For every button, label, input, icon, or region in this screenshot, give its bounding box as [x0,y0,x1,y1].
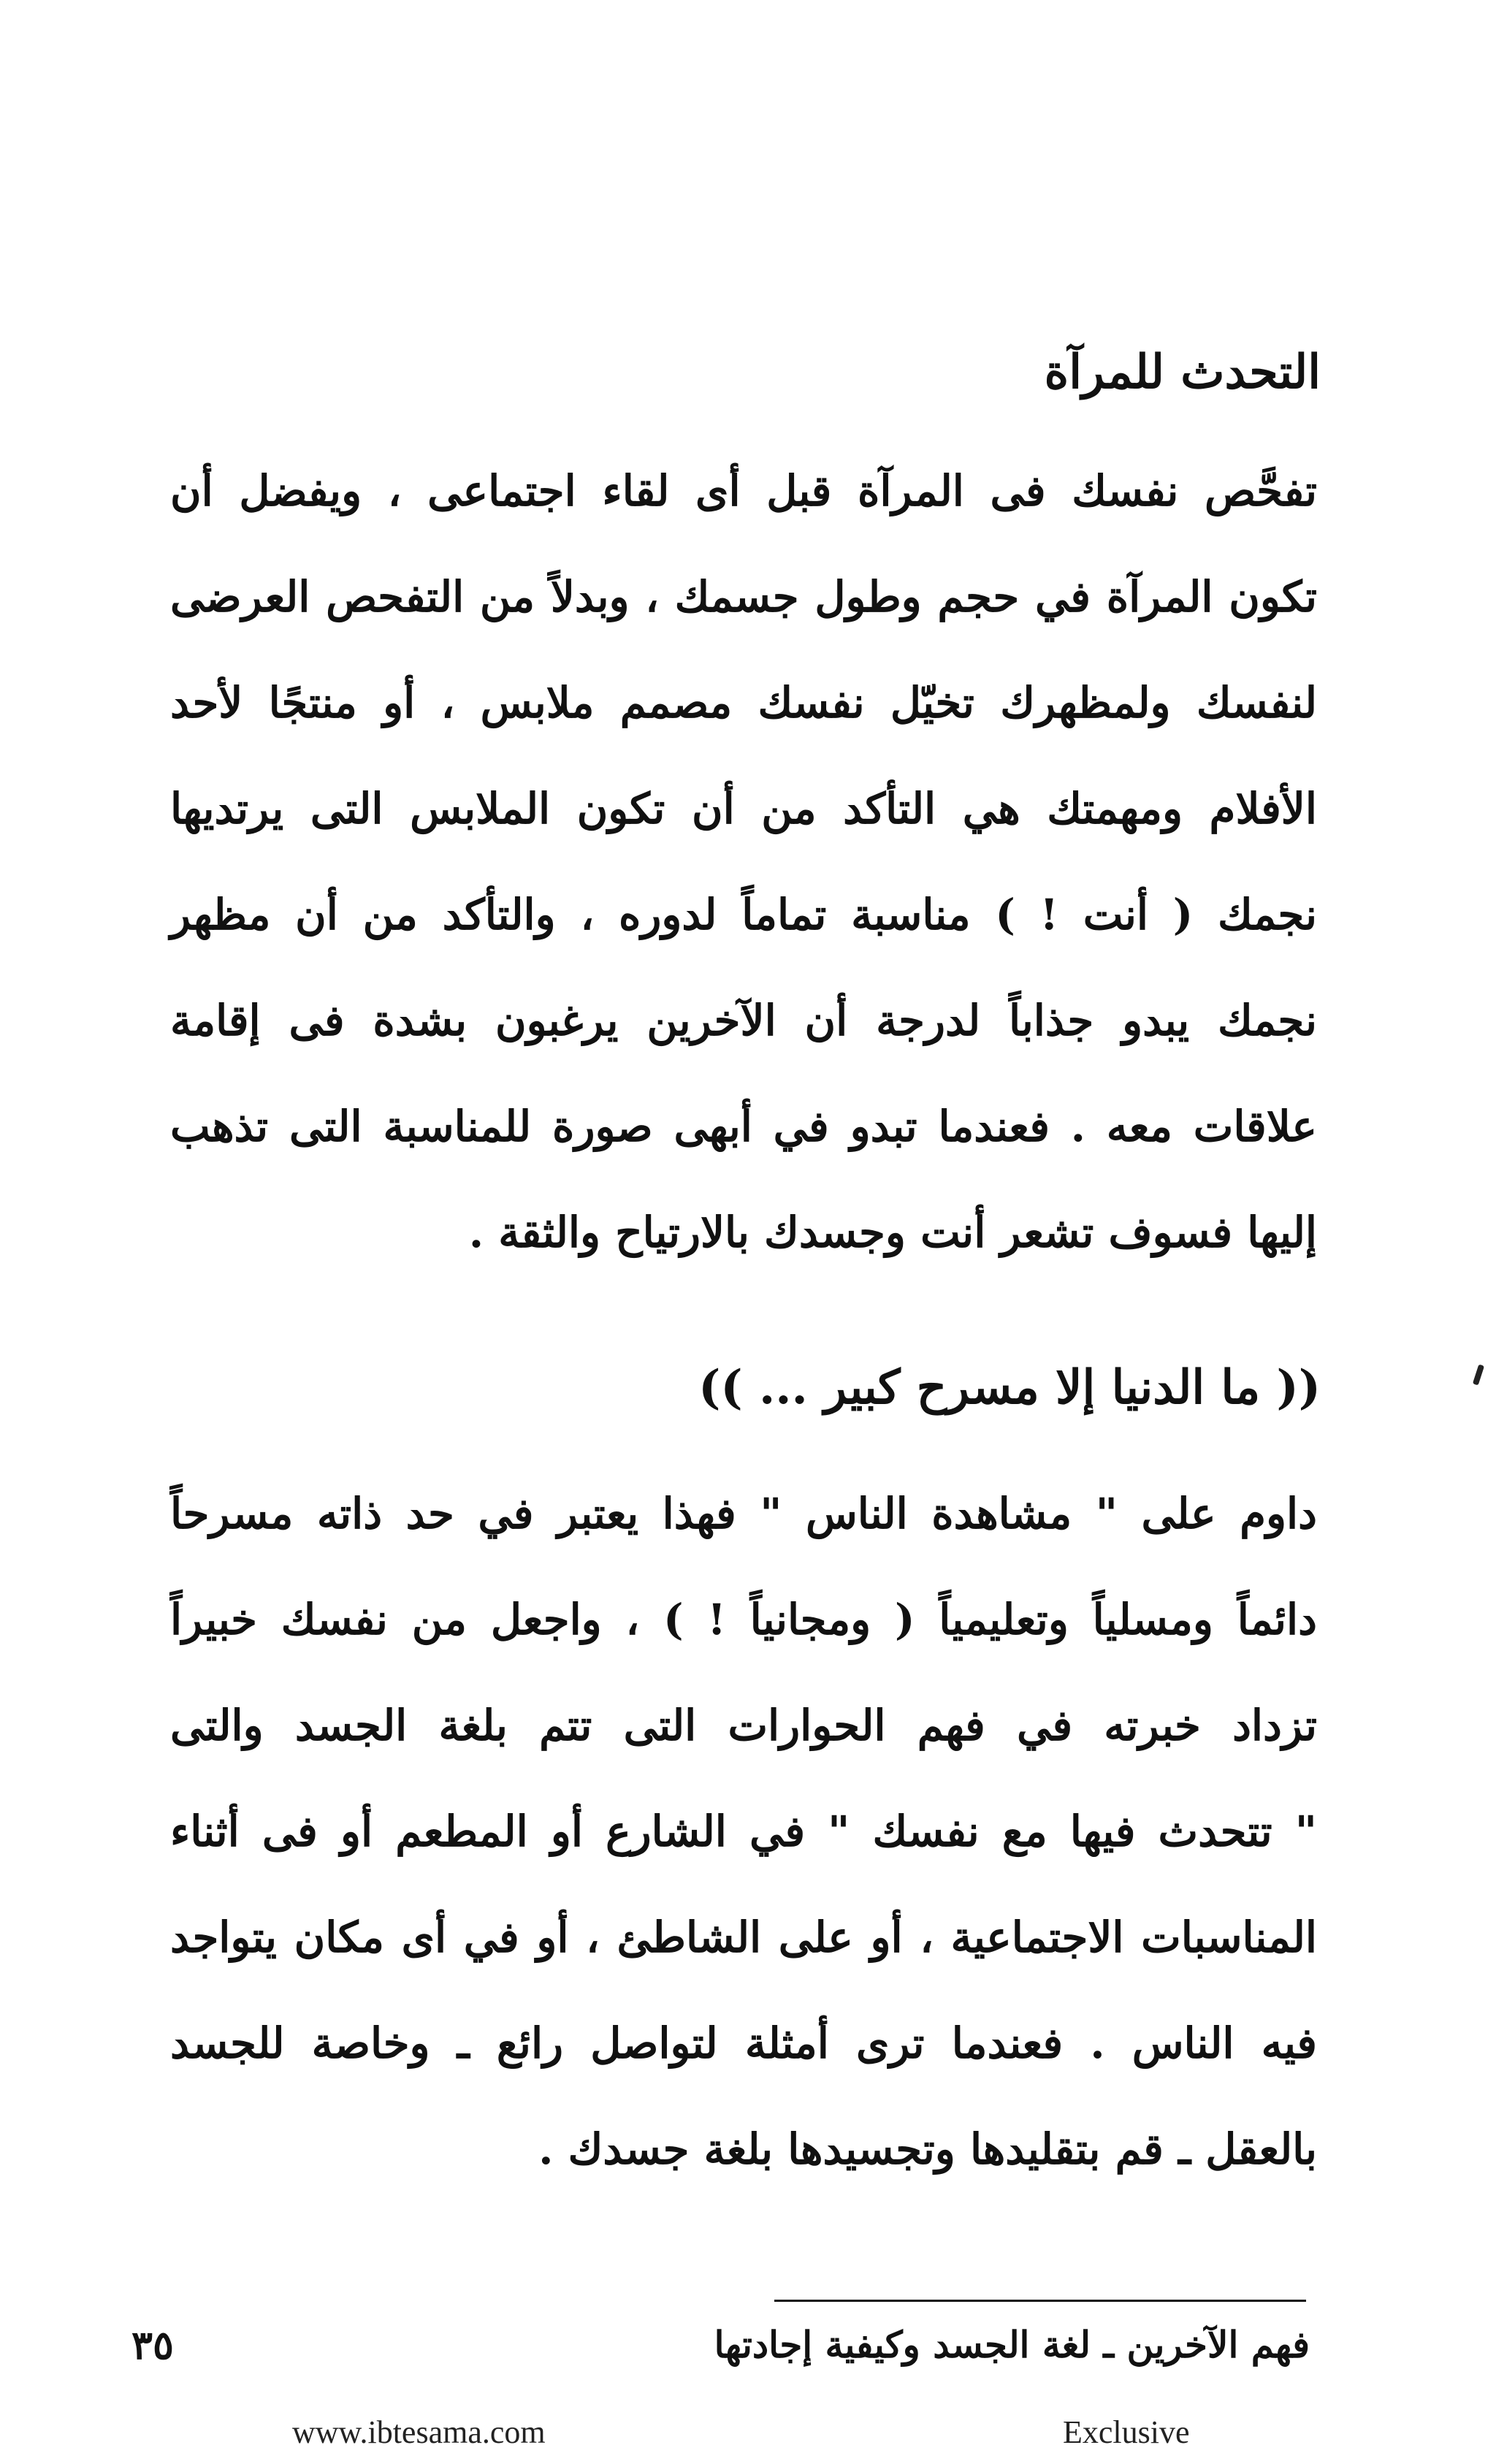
paragraph-line: إليها فسوف تشعر أنت وجسدك بالارتياح والثقة . [468,1208,1317,1257]
paragraph-line: بالعقل ـ قم بتقليدها وتجسيدها بلغة جسدك . [538,2124,1317,2174]
paragraph-line: دائماً ومسلياً وتعليمياً ( ومجانياً ! ) ، واجعل من نفسك خبيراً [170,1595,1317,1644]
paragraph-mirror [170,438,1317,1286]
section-heading-mirror: التحدث للمرآة [1044,345,1321,400]
paragraph-line: نجمك ( أنت ! ) مناسبة تماماً لدوره ، والتأكد من أن مظهر [170,890,1317,939]
paragraph-line: " تتحدث فيها مع نفسك " في الشارع أو المطعم أو فى أثناء [170,1807,1317,1856]
paragraph-line: الأفلام ومهمتك هي التأكد من أن تكون الملابس التى يرتديها [170,784,1317,834]
paragraph-line: داوم على " مشاهدة الناس " فهذا يعتبر في حد ذاته مسرحاً [170,1489,1317,1538]
paragraph-stage [170,1461,1317,2202]
paragraph-line: تفحَّص نفسك فى المرآة قبل أى لقاء اجتماعى ، ويفضل أن [170,466,1317,516]
paragraph-line: تزداد خبرته في فهم الحوارات التى تتم بلغة الجسد والتى [170,1701,1317,1750]
page-number: ٣٥ [131,2322,175,2368]
paragraph-line: لنفسك ولمظهرك تخيّل نفسك مصمم ملابس ، أو منتجًا لأحد [170,678,1317,728]
watermark-label: Exclusive [1063,2414,1190,2450]
watermark-site: www.ibtesama.com [292,2414,546,2450]
footer-book-title: فهم الآخرين ـ لغة الجسد وكيفية إجادتها [714,2323,1310,2366]
paragraph-line: علاقات معه . فعندما تبدو في أبهى صورة للمناسبة التى تذهب [170,1102,1317,1151]
paragraph-line: فيه الناس . فعندما ترى أمثلة لتواصل رائع ـ وخاصة للجسد [170,2018,1317,2068]
paragraph-line: المناسبات الاجتماعية ، أو على الشاطئ ، أو في أى مكان يتواجد [170,1912,1317,1962]
section-heading-stage: (( ما الدنيا إلا مسرح كبير ... )) [698,1360,1321,1415]
paragraph-line: نجمك يبدو جذاباً لدرجة أن الآخرين يرغبون بشدة فى إقامة [170,996,1317,1045]
paragraph-line: تكون المرآة في حجم وطول جسمك ، وبدلاً من التفحص العرضى [170,572,1317,622]
scan-speck [1473,1364,1484,1385]
footer-divider [774,2300,1306,2302]
